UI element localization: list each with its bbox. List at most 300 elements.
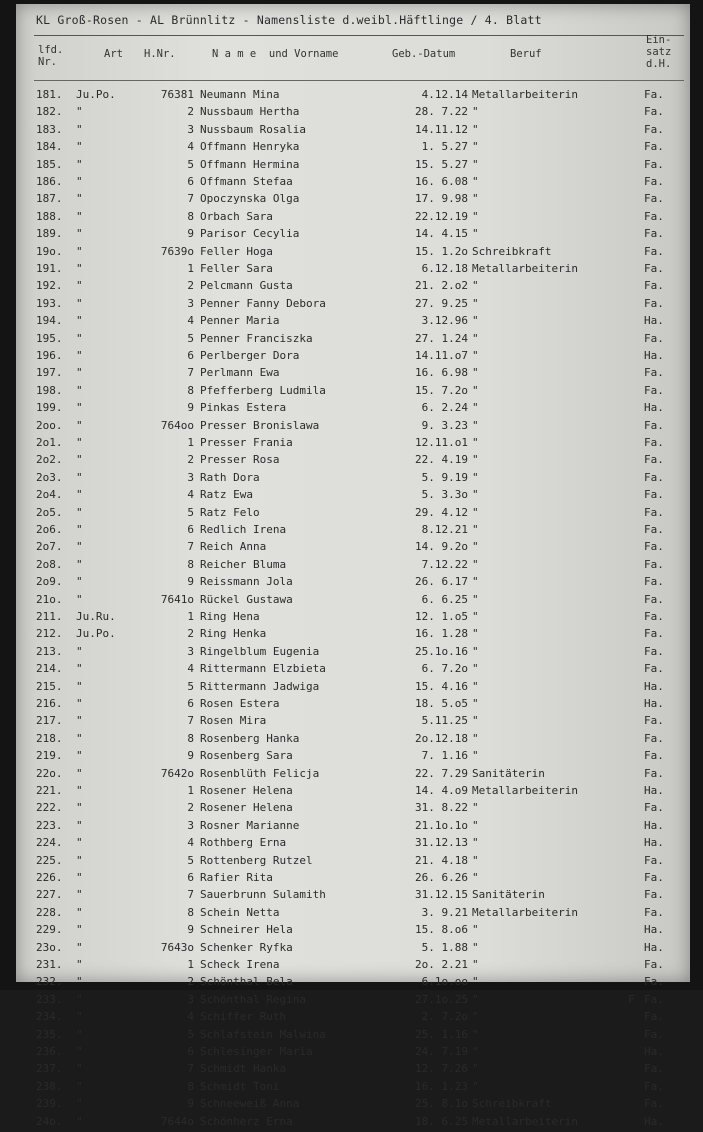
table-row [16, 488, 690, 505]
row-number: 2o2. [36, 453, 63, 467]
row-birth-date: 31.12.13 [415, 836, 468, 850]
row-number: 239. [36, 1097, 63, 1111]
row-art: " [76, 418, 83, 432]
row-number: 231. [36, 958, 63, 971]
row-art: " [76, 1062, 83, 1076]
table-row [16, 210, 690, 227]
row-h-nr: 4 [187, 836, 194, 850]
row-occupation: " [472, 662, 479, 676]
row-einsatz: Fa. [644, 958, 664, 971]
row-number: 229. [36, 923, 63, 937]
row-name: Rosner Marianne [200, 818, 300, 832]
row-art: " [76, 209, 83, 223]
row-birth-date: 27. 9.25 [415, 296, 468, 310]
row-birth-date: 16. 1.28 [415, 627, 468, 641]
row-einsatz: Fa. [644, 853, 664, 867]
row-occupation: " [472, 958, 479, 971]
row-h-nr: 8 [187, 731, 194, 745]
row-art: " [76, 122, 83, 136]
row-occupation: Metallarbeiterin [472, 784, 578, 797]
row-name: Rath Dora [200, 470, 260, 484]
row-number: 196. [36, 349, 63, 362]
row-name: Schmidt Toni [200, 1079, 280, 1093]
row-occupation: " [472, 610, 479, 623]
table-row [16, 436, 690, 453]
row-einsatz: Fa. [644, 540, 664, 554]
table-row [16, 1097, 690, 1114]
row-birth-date: 7. 1.16 [421, 749, 468, 763]
row-einsatz: Ha. [644, 314, 664, 328]
row-h-nr: 6 [187, 349, 194, 362]
table-row [16, 1028, 690, 1045]
row-birth-date: 31. 8.22 [415, 801, 468, 815]
row-art: " [76, 958, 83, 971]
table-row [16, 1010, 690, 1027]
table-row [16, 262, 690, 279]
row-occupation: " [472, 488, 479, 502]
row-number: 187. [36, 192, 63, 206]
table-row [16, 349, 690, 366]
row-occupation: " [472, 801, 479, 815]
row-number: 2o5. [36, 505, 63, 519]
row-occupation: " [472, 157, 479, 171]
row-einsatz: Ha. [644, 1045, 664, 1058]
row-number: 19o. [36, 244, 63, 258]
row-number: 2o8. [36, 557, 63, 571]
table-row [16, 88, 690, 105]
row-birth-date: 29. 4.12 [415, 505, 468, 519]
row-number: 181. [36, 88, 63, 101]
row-einsatz: Fa. [644, 575, 664, 589]
row-h-nr: 9 [187, 227, 194, 241]
row-name: Rosenberg Sara [200, 749, 293, 763]
table-row [16, 767, 690, 784]
row-name: Rosenblüth Felicja [200, 766, 320, 780]
table-row [16, 801, 690, 818]
row-einsatz: Fa. [644, 227, 664, 241]
row-number: 2o4. [36, 488, 63, 502]
row-birth-date: 14.11.o7 [415, 349, 468, 362]
row-occupation: " [472, 122, 479, 136]
row-h-nr: 5 [187, 679, 194, 693]
row-einsatz: Ha. [644, 818, 664, 832]
row-art: " [76, 1010, 83, 1024]
row-name: Pinkas Estera [200, 401, 287, 415]
table-row [16, 680, 690, 697]
row-einsatz: Fa. [644, 1079, 664, 1093]
row-number: 194. [36, 314, 63, 328]
row-art: " [76, 853, 83, 867]
row-number: 199. [36, 401, 63, 415]
row-birth-date: 26. 6.26 [415, 871, 468, 884]
row-einsatz: Fa. [644, 662, 664, 676]
row-number: 2oo. [36, 418, 63, 432]
row-h-nr: 8 [187, 209, 194, 223]
row-art: Ju.Po. [76, 627, 116, 641]
row-birth-date: 9. 3.23 [421, 418, 468, 432]
row-art: " [76, 157, 83, 171]
row-h-nr: 9 [187, 1097, 194, 1111]
row-birth-date: 2o.12.18 [415, 731, 468, 745]
row-occupation: " [472, 818, 479, 832]
row-occupation: " [472, 853, 479, 867]
row-einsatz: Fa. [644, 262, 664, 275]
table-row [16, 784, 690, 801]
row-number: 193. [36, 296, 63, 310]
table-row [16, 941, 690, 958]
row-h-nr: 4 [187, 140, 194, 154]
row-name: Penner Maria [200, 314, 280, 328]
row-number: 191. [36, 262, 63, 275]
row-occupation: Sanitäterin [472, 888, 545, 902]
row-number: 24o. [36, 1114, 63, 1128]
row-h-nr: 76381 [160, 88, 194, 101]
table-row [16, 279, 690, 296]
row-number: 211. [36, 610, 63, 623]
row-einsatz: Fa. [644, 209, 664, 223]
row-h-nr: 4 [187, 488, 194, 502]
row-h-nr: 2 [187, 627, 194, 641]
table-row [16, 227, 690, 244]
row-einsatz: Ha. [644, 940, 664, 954]
row-einsatz: Fa. [644, 557, 664, 571]
row-einsatz: Fa. [644, 366, 664, 380]
header-lfd-nr: lfd. Nr. [38, 44, 64, 68]
row-art: " [76, 888, 83, 902]
row-h-nr: 7643o [160, 940, 194, 954]
table-row [16, 366, 690, 383]
row-h-nr: 764oo [160, 418, 194, 432]
row-occupation: " [472, 105, 479, 119]
row-einsatz: Fa. [644, 453, 664, 467]
row-name: Offmann Henryka [200, 140, 300, 154]
row-name: Schlafstein Malwina [200, 1027, 326, 1041]
row-number: 213. [36, 644, 63, 658]
row-number: 183. [36, 122, 63, 136]
row-art: " [76, 575, 83, 589]
row-art: " [76, 366, 83, 380]
row-birth-date: 16. 1.23 [415, 1079, 468, 1093]
row-name: Feller Sara [200, 262, 273, 275]
row-einsatz: Ha. [644, 697, 664, 710]
row-margin-mark: F [628, 992, 635, 1006]
document-title: KL Groß-Rosen - AL Brünnlitz - Namensliste d.weibl.Häftlinge / 4. Blatt [36, 13, 542, 27]
row-name: Ratz Ewa [200, 488, 253, 502]
table-row [16, 854, 690, 871]
row-art: " [76, 296, 83, 310]
header-art: Art [104, 48, 123, 60]
row-h-nr: 7639o [160, 244, 194, 258]
table-row [16, 627, 690, 644]
row-birth-date: 21. 2.o2 [415, 279, 468, 293]
row-occupation: " [472, 1079, 479, 1093]
row-h-nr: 4 [187, 662, 194, 676]
row-birth-date: 14.11.12 [415, 122, 468, 136]
row-h-nr: 6 [187, 697, 194, 710]
row-occupation: " [472, 540, 479, 554]
table-row [16, 401, 690, 418]
row-occupation: " [472, 644, 479, 658]
row-number: 182. [36, 105, 63, 119]
row-h-nr: 6 [187, 1045, 194, 1058]
table-row [16, 923, 690, 940]
row-birth-date: 15. 4.16 [415, 679, 468, 693]
row-h-nr: 2 [187, 975, 194, 989]
row-art: " [76, 279, 83, 293]
row-art: " [76, 871, 83, 884]
table-row [16, 314, 690, 331]
row-einsatz: Fa. [644, 610, 664, 623]
table-row [16, 1115, 690, 1132]
row-occupation: " [472, 140, 479, 154]
row-occupation: Schreibkraft [472, 1097, 552, 1111]
row-art: " [76, 836, 83, 850]
table-row [16, 453, 690, 470]
row-art: " [76, 349, 83, 362]
table-row [16, 993, 690, 1010]
row-einsatz: Fa. [644, 418, 664, 432]
row-number: 232. [36, 975, 63, 989]
table-row [16, 540, 690, 557]
row-name: Schönthal Bela [200, 975, 293, 989]
row-name: Schlesinger Maria [200, 1045, 313, 1058]
row-einsatz: Fa. [644, 279, 664, 293]
row-birth-date: 2. 7.2o [421, 1010, 468, 1024]
row-birth-date: 12.11.o1 [415, 436, 468, 449]
row-h-nr: 3 [187, 470, 194, 484]
row-h-nr: 9 [187, 749, 194, 763]
row-birth-date: 14. 4.o9 [415, 784, 468, 797]
row-name: Pelcmann Gusta [200, 279, 293, 293]
row-art: " [76, 540, 83, 554]
row-einsatz: Ha. [644, 401, 664, 415]
row-number: 195. [36, 331, 63, 345]
row-occupation: " [472, 923, 479, 937]
table-row [16, 158, 690, 175]
table-row [16, 332, 690, 349]
row-h-nr: 5 [187, 157, 194, 171]
row-birth-date: 3.12.96 [421, 314, 468, 328]
row-h-nr: 9 [187, 401, 194, 415]
row-birth-date: 27.1o.25 [415, 992, 468, 1006]
row-art: " [76, 105, 83, 119]
row-occupation: " [472, 749, 479, 763]
row-einsatz: Fa. [644, 505, 664, 519]
row-h-nr: 7 [187, 888, 194, 902]
row-name: Schenker Ryfka [200, 940, 293, 954]
row-art: " [76, 1027, 83, 1041]
row-einsatz: Ha. [644, 923, 664, 937]
row-occupation: " [472, 453, 479, 467]
row-number: 235. [36, 1027, 63, 1041]
row-occupation: Metallarbeiterin [472, 88, 578, 101]
row-name: Penner Franciszka [200, 331, 313, 345]
row-name: Reissmann Jola [200, 575, 293, 589]
row-birth-date: 15. 7.2o [415, 383, 468, 397]
table-row [16, 523, 690, 540]
header-geb-datum: Geb.-Datum [392, 48, 456, 60]
row-h-nr: 8 [187, 1079, 194, 1093]
row-einsatz: Fa. [644, 122, 664, 136]
row-birth-date: 16. 6.98 [415, 366, 468, 380]
row-h-nr: 1 [187, 784, 194, 797]
row-occupation: " [472, 314, 479, 328]
row-einsatz: Ha. [644, 679, 664, 693]
row-number: 2o6. [36, 523, 63, 536]
row-name: Rittermann Jadwiga [200, 679, 320, 693]
row-art: " [76, 505, 83, 519]
row-birth-date: 28. 7.22 [415, 105, 468, 119]
row-birth-date: 14. 9.2o [415, 540, 468, 554]
row-einsatz: Fa. [644, 175, 664, 188]
row-birth-date: 6. 2.24 [421, 401, 468, 415]
table-row [16, 732, 690, 749]
row-h-nr: 4 [187, 1010, 194, 1024]
row-number: 224. [36, 836, 63, 850]
row-occupation: " [472, 731, 479, 745]
row-einsatz: Fa. [644, 244, 664, 258]
row-einsatz: Fa. [644, 1010, 664, 1024]
row-h-nr: 7 [187, 540, 194, 554]
table-row [16, 697, 690, 714]
row-occupation: " [472, 401, 479, 415]
row-name: Presser Rosa [200, 453, 280, 467]
table-row [16, 871, 690, 888]
row-occupation: " [472, 940, 479, 954]
row-birth-date: 24. 7.19 [415, 1045, 468, 1058]
row-art: " [76, 784, 83, 797]
row-number: 198. [36, 383, 63, 397]
row-art: " [76, 801, 83, 815]
row-birth-date: 5. 1.88 [421, 940, 468, 954]
row-birth-date: 27. 1.24 [415, 331, 468, 345]
row-name: Rosenberg Hanka [200, 731, 300, 745]
row-occupation: " [472, 679, 479, 693]
row-art: " [76, 175, 83, 188]
row-art: " [76, 731, 83, 745]
row-name: Schönthal Regina [200, 992, 306, 1006]
row-art: " [76, 1079, 83, 1093]
row-einsatz: Ha. [644, 1114, 664, 1128]
row-einsatz: Fa. [644, 992, 664, 1006]
row-art: " [76, 697, 83, 710]
row-number: 21o. [36, 592, 63, 606]
row-birth-date: 5. 3.3o [421, 488, 468, 502]
row-h-nr: 7 [187, 366, 194, 380]
row-birth-date: 7.12.22 [421, 557, 468, 571]
row-einsatz: Fa. [644, 627, 664, 641]
row-art: " [76, 401, 83, 415]
table-row [16, 1045, 690, 1062]
row-art: " [76, 679, 83, 693]
row-art: " [76, 766, 83, 780]
row-number: 226. [36, 871, 63, 884]
row-art: Ju.Po. [76, 88, 116, 101]
row-occupation: " [472, 975, 479, 989]
row-einsatz: Ha. [644, 784, 664, 797]
row-name: Schneirer Hela [200, 923, 293, 937]
row-birth-date: 4.12.14 [421, 88, 468, 101]
row-number: 225. [36, 853, 63, 867]
row-name: Schmidt Hanka [200, 1062, 287, 1076]
row-einsatz: Ha. [644, 836, 664, 850]
table-row [16, 419, 690, 436]
row-art: " [76, 749, 83, 763]
row-occupation: " [472, 714, 479, 728]
row-occupation: " [472, 1027, 479, 1041]
row-birth-date: 6.12.18 [421, 262, 468, 275]
row-birth-date: 18. 5.o5 [415, 697, 468, 710]
row-art: " [76, 714, 83, 728]
row-art: " [76, 975, 83, 989]
row-occupation: " [472, 575, 479, 589]
row-h-nr: 5 [187, 1027, 194, 1041]
row-occupation: " [472, 175, 479, 188]
row-name: Feller Hoga [200, 244, 273, 258]
row-occupation: " [472, 192, 479, 206]
row-h-nr: 6 [187, 523, 194, 536]
row-name: Penner Fanny Debora [200, 296, 326, 310]
row-h-nr: 7642o [160, 766, 194, 780]
table-row [16, 471, 690, 488]
row-number: 214. [36, 662, 63, 676]
header-name: N a m e und Vorname [212, 48, 339, 60]
row-birth-date: 6. 6.25 [421, 592, 468, 606]
row-einsatz: Fa. [644, 296, 664, 310]
row-einsatz: Fa. [644, 905, 664, 919]
row-birth-date: 14. 4.15 [415, 227, 468, 241]
row-name: Neumann Mina [200, 88, 280, 101]
row-art: " [76, 488, 83, 502]
row-h-nr: 3 [187, 296, 194, 310]
row-birth-date: 6.1o.oo [421, 975, 468, 989]
row-number: 188. [36, 209, 63, 223]
row-name: Offmann Stefaa [200, 175, 293, 188]
row-h-nr: 6 [187, 871, 194, 884]
row-art: " [76, 192, 83, 206]
row-number: 223. [36, 818, 63, 832]
table-row [16, 645, 690, 662]
table-row [16, 593, 690, 610]
row-occupation: " [472, 697, 479, 710]
header-einsatz: Ein- satz d.H. [646, 34, 672, 70]
row-h-nr: 1 [187, 958, 194, 971]
row-occupation: " [472, 557, 479, 571]
row-h-nr: 5 [187, 505, 194, 519]
row-art: " [76, 923, 83, 937]
row-name: Ring Henka [200, 627, 267, 641]
row-name: Nussbaum Rosalia [200, 122, 306, 136]
row-name: Opoczynska Olga [200, 192, 300, 206]
row-einsatz: Fa. [644, 157, 664, 171]
row-occupation: " [472, 836, 479, 850]
row-h-nr: 3 [187, 644, 194, 658]
row-number: 2o1. [36, 436, 63, 449]
row-occupation: " [472, 331, 479, 345]
row-art: " [76, 453, 83, 467]
row-h-nr: 9 [187, 923, 194, 937]
row-birth-date: 15. 8.o6 [415, 923, 468, 937]
row-birth-date: 21.1o.1o [415, 818, 468, 832]
table-row [16, 958, 690, 975]
row-occupation: " [472, 418, 479, 432]
row-art: " [76, 331, 83, 345]
header-rule [34, 80, 684, 81]
row-name: Rafier Rita [200, 871, 273, 884]
row-art: " [76, 262, 83, 275]
row-number: 228. [36, 905, 63, 919]
table-row [16, 819, 690, 836]
